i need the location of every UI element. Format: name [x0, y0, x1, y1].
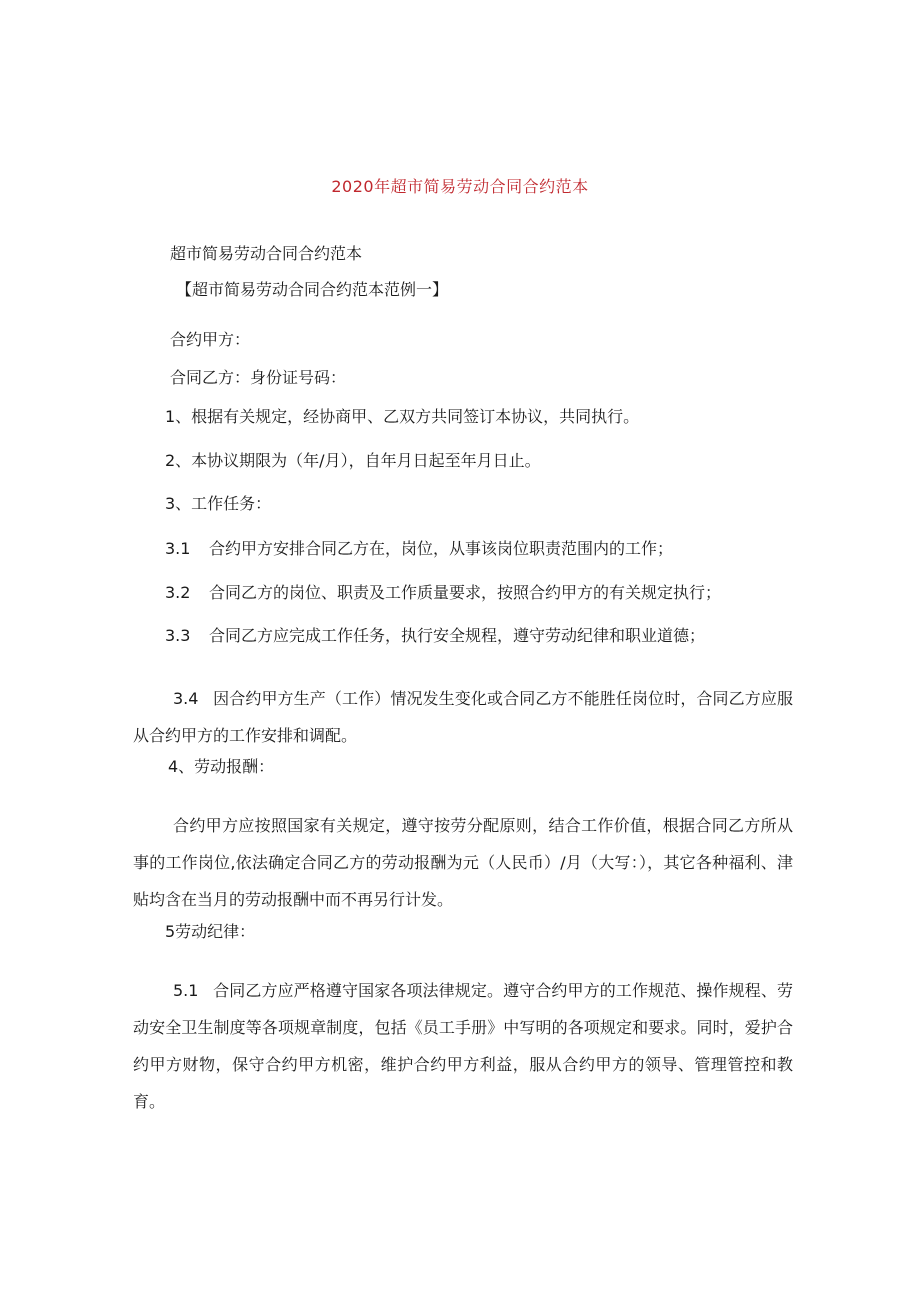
clause-3-4-number: 3.4: [173, 689, 199, 708]
clause-1: 1、根据有关规定，经协商甲、乙双方共同签订本协议，共同执行。: [165, 407, 640, 426]
clause-5-1-number: 5.1: [173, 981, 199, 1000]
clause-3-3-text: 合同乙方应完成工作任务，执行安全规程，遵守劳动纪律和职业道德；: [209, 626, 706, 645]
clause-3-1: [165, 539, 673, 559]
example-heading: 【超市简易劳动合同合约范本范例一】: [176, 280, 449, 299]
clause-5-1-text: 合同乙方应严格遵守国家各项法律规定。遵守合约甲方的工作规范、操作规程、劳动安全卫生制度等各项规章制度，包括《员工手册》中写明的各项规定和要求。同时，爱护合约甲方财物，保守合约甲方机密，维护合约甲方利益，服从合约甲方的领导、管理管控和教育。: [133, 981, 793, 1111]
clause-3-1-text: 合约甲方安排合同乙方在，岗位，从事该岗位职责范围内的工作；: [209, 539, 674, 558]
document-subtitle: 超市简易劳动合同合约范本: [170, 244, 363, 263]
clause-5-1: [133, 972, 793, 1120]
clause-2: 2、本协议期限为（年/月），自年月日起至年月日止。: [165, 451, 541, 470]
clause-3-4: [133, 680, 793, 754]
document-title: 2020年超市简易劳动合同合约范本: [331, 177, 589, 196]
clause-3-3: [165, 626, 705, 646]
clause-3-3-number: 3.3: [165, 626, 191, 645]
clause-3-2-text: 合同乙方的岗位、职责及工作质量要求，按照合约甲方的有关规定执行；: [209, 583, 722, 602]
clause-3-4-text: 因合约甲方生产（工作）情况发生变化或合同乙方不能胜任岗位时，合同乙方应服从合约甲方的工作安排和调配。: [133, 689, 793, 745]
party-a-label: 合约甲方：: [170, 330, 251, 349]
clause-5-heading: 5劳动纪律：: [165, 922, 256, 941]
party-b-label: 合同乙方：身份证号码：: [170, 368, 347, 387]
clause-4-heading: 4、劳动报酬：: [168, 757, 275, 776]
clause-4-body: 合约甲方应按照国家有关规定，遵守按劳分配原则，结合工作价值，根据合同乙方所从事的工作岗位,依法确定合同乙方的劳动报酬为元（人民币）/月（大写：），其它各种福利、津贴均含在当月的劳动报酬中而不再另行计发。: [133, 816, 793, 909]
clause-3-1-number: 3.1: [165, 539, 191, 558]
clause-3-heading: 3、工作任务：: [165, 494, 272, 513]
clause-3-2: [165, 583, 721, 603]
clause-3-2-number: 3.2: [165, 583, 191, 602]
